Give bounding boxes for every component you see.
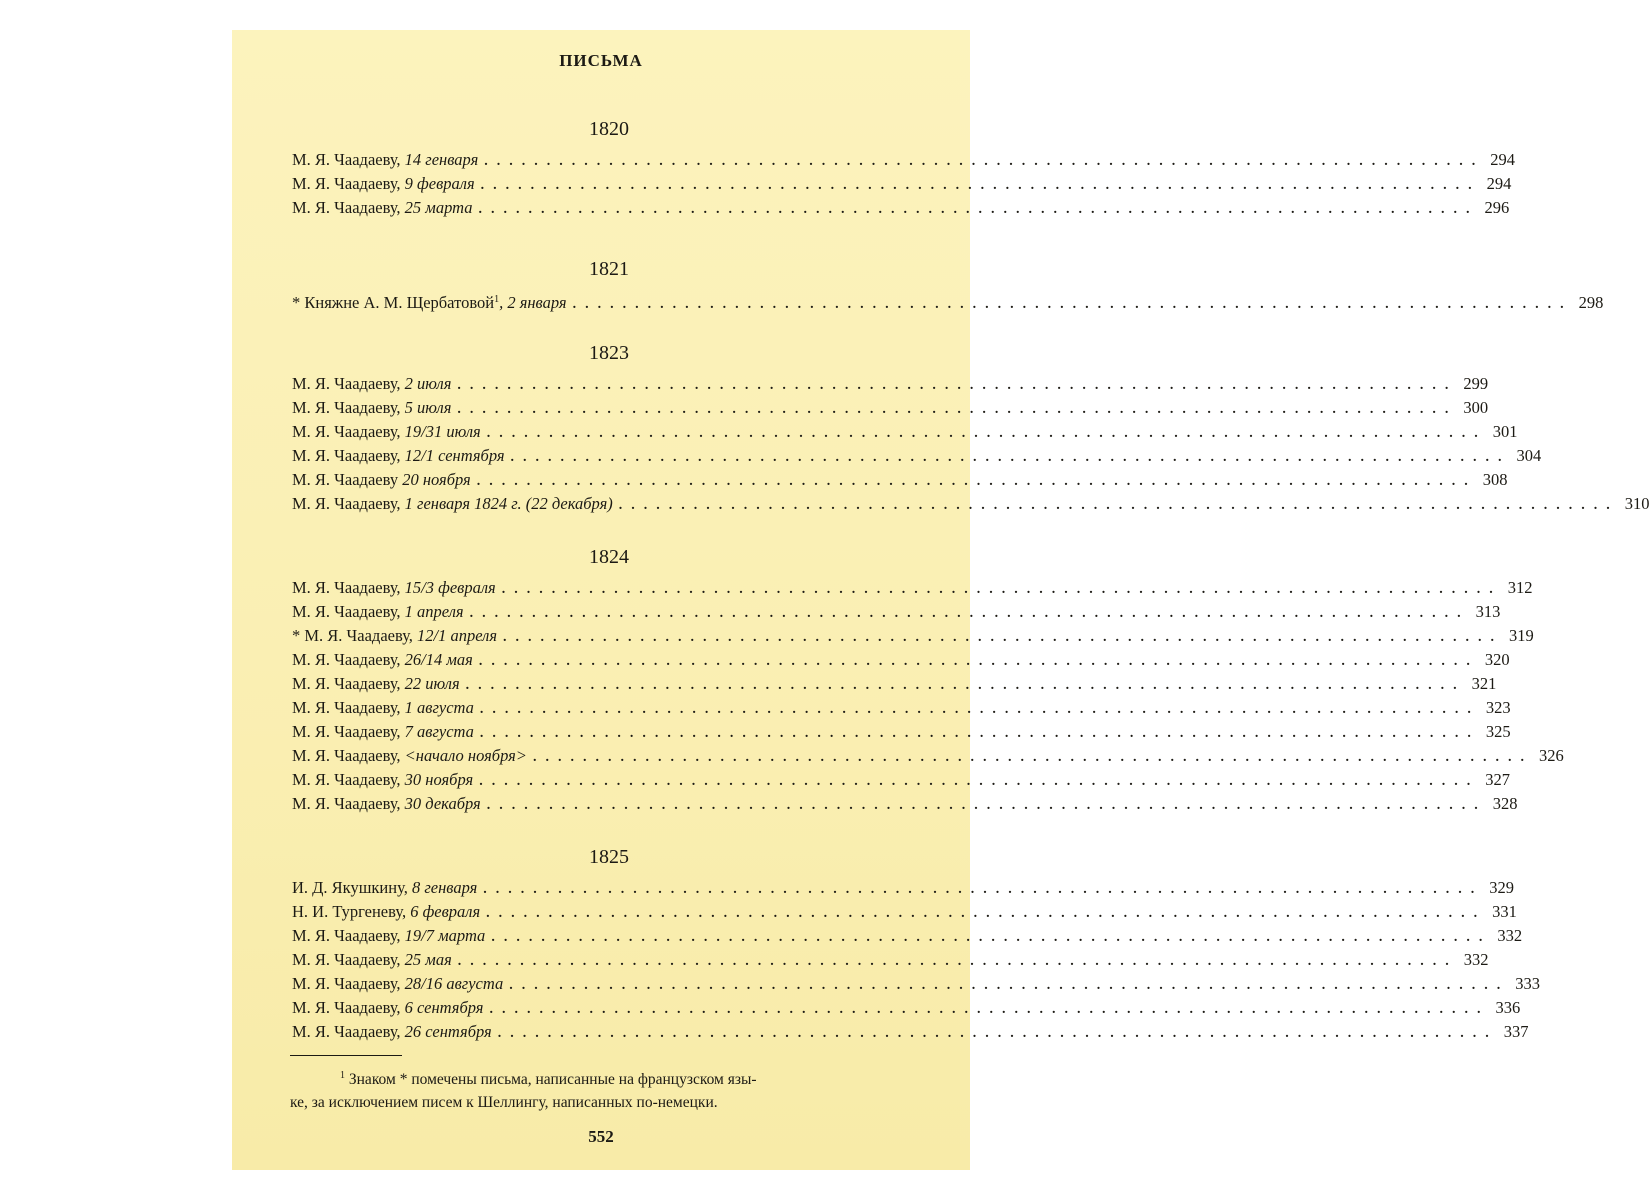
addressee: М. Я. Чаадаеву, xyxy=(292,398,401,417)
entry-text xyxy=(292,172,475,196)
entry-text xyxy=(292,468,471,492)
entry-text xyxy=(292,744,527,768)
page-ref: 325 xyxy=(1485,722,1511,741)
addressee: М. Я. Чаадаеву, xyxy=(292,446,401,465)
entry-text xyxy=(292,972,503,996)
index-entry xyxy=(292,744,1564,768)
entry-text xyxy=(292,924,485,948)
letter-date: <начало ноября> xyxy=(404,746,527,765)
entry-list xyxy=(292,372,1650,516)
dot-leader: ................................................................................ xyxy=(497,1026,1498,1041)
addressee: М. Я. Чаадаеву, xyxy=(292,974,401,993)
index-entry xyxy=(292,900,1517,924)
dot-leader: ................................................................................ xyxy=(478,654,1479,669)
index-entry xyxy=(292,148,1515,172)
page-ref: 328 xyxy=(1492,794,1518,813)
entry-text xyxy=(292,648,473,672)
asterisk-marker: * xyxy=(292,293,301,312)
dot-leader: ................................................................................ xyxy=(480,178,1481,193)
letter-date: 1 апреля xyxy=(404,602,464,621)
page-number: 552 xyxy=(588,1127,614,1146)
page-ref: 323 xyxy=(1485,698,1511,717)
entry-text xyxy=(292,792,481,816)
index-entry xyxy=(292,624,1534,648)
index-entry xyxy=(292,396,1489,420)
entry-list xyxy=(292,148,1515,220)
addressee: М. Я. Чаадаеву, xyxy=(292,174,401,193)
dot-leader: ................................................................................ xyxy=(484,154,1485,169)
index-entry xyxy=(292,720,1511,744)
dot-leader: ................................................................................ xyxy=(483,882,1484,897)
book-page xyxy=(232,30,1650,1170)
index-entry xyxy=(292,492,1650,516)
page-ref: 331 xyxy=(1492,902,1517,921)
addressee: И. Д. Якушкину, xyxy=(292,878,408,897)
year-section xyxy=(292,338,1650,516)
index-entry xyxy=(292,444,1542,468)
dot-leader: ................................................................................ xyxy=(509,978,1510,993)
letter-date: 7 августа xyxy=(404,722,474,741)
addressee: М. Я. Чаадаеву xyxy=(292,470,399,489)
dot-leader: ................................................................................ xyxy=(489,1002,1490,1017)
entry-text xyxy=(292,288,567,315)
dot-leader: ................................................................................ xyxy=(469,606,1470,621)
letter-date: 1 августа xyxy=(404,698,474,717)
year-section xyxy=(292,114,1515,220)
letters-index xyxy=(292,88,1650,1044)
page-ref: 294 xyxy=(1490,150,1515,169)
addressee: М. Я. Чаадаеву, xyxy=(292,198,401,217)
dot-leader: ................................................................................ xyxy=(572,297,1573,312)
page-ref: 327 xyxy=(1485,770,1510,789)
letter-date: 9 февраля xyxy=(404,174,475,193)
index-entry xyxy=(292,372,1489,396)
page-ref: 321 xyxy=(1471,674,1497,693)
index-entry xyxy=(292,468,1508,492)
year-section xyxy=(292,542,1564,816)
page-ref: 313 xyxy=(1475,602,1501,621)
entry-text xyxy=(292,768,473,792)
dot-leader: ................................................................................ xyxy=(479,702,1480,717)
entry-text xyxy=(292,696,474,720)
dot-leader: ................................................................................ xyxy=(457,954,1458,969)
page-ref: 337 xyxy=(1503,1022,1529,1041)
letter-date: 28/16 августа xyxy=(404,974,504,993)
entry-text xyxy=(292,576,496,600)
letter-date: 2 июля xyxy=(404,374,452,393)
index-entry xyxy=(292,696,1511,720)
footnote xyxy=(290,1064,930,1114)
asterisk-marker: * xyxy=(292,626,301,645)
letter-date: 20 ноября xyxy=(402,470,471,489)
entry-text xyxy=(292,672,460,696)
index-entry xyxy=(292,600,1501,624)
index-entry xyxy=(292,288,1604,312)
page-ref: 326 xyxy=(1538,746,1564,765)
index-entry xyxy=(292,876,1515,900)
addressee: М. Я. Чаадаеву, xyxy=(292,650,401,669)
addressee: М. Я. Чаадаеву, xyxy=(292,494,401,513)
dot-leader: ................................................................................ xyxy=(510,450,1511,465)
index-entry xyxy=(292,972,1540,996)
dot-leader: ................................................................................ xyxy=(457,402,1458,417)
entry-list xyxy=(292,576,1564,816)
year-section xyxy=(292,254,1604,312)
page-ref: 298 xyxy=(1578,293,1604,312)
dot-leader: ................................................................................ xyxy=(457,378,1458,393)
addressee: М. Я. Чаадаеву, xyxy=(292,998,401,1017)
addressee: М. Я. Чаадаеву, xyxy=(292,950,401,969)
dot-leader: ................................................................................ xyxy=(486,426,1487,441)
page-ref: 308 xyxy=(1482,470,1508,489)
entry-text xyxy=(292,420,481,444)
letter-date: 5 июля xyxy=(404,398,452,417)
page-ref: 320 xyxy=(1484,650,1510,669)
page-ref: 329 xyxy=(1489,878,1515,897)
year-heading: 1824 xyxy=(589,546,629,568)
addressee: М. Я. Чаадаеву, xyxy=(292,1022,401,1041)
addressee: Княжне А. М. Щербатовой xyxy=(304,293,495,312)
letter-date: 1 генваря 1824 г. (22 декабря) xyxy=(404,494,613,513)
letter-date: 25 марта xyxy=(404,198,473,217)
page-ref: 332 xyxy=(1463,950,1489,969)
entry-text xyxy=(292,900,480,924)
page-ref: 299 xyxy=(1463,374,1489,393)
letter-date: 22 июля xyxy=(404,674,460,693)
letter-date: 12/1 апреля xyxy=(417,626,498,645)
dot-leader: ................................................................................ xyxy=(486,798,1487,813)
letter-date: 30 ноября xyxy=(404,770,474,789)
addressee: М. Я. Чаадаеву, xyxy=(304,626,413,645)
page-ref: 312 xyxy=(1507,578,1533,597)
index-entry xyxy=(292,672,1497,696)
entry-text xyxy=(292,148,478,172)
index-entry xyxy=(292,648,1510,672)
year-heading: 1820 xyxy=(589,118,629,140)
page-ref: 319 xyxy=(1509,626,1534,645)
year-section xyxy=(292,842,1540,1044)
footnote-rule xyxy=(290,1055,402,1056)
addressee: М. Я. Чаадаеву, xyxy=(292,422,401,441)
footnote-marker: 1 xyxy=(340,1070,345,1081)
footnote-ref: 1 xyxy=(494,294,500,305)
addressee: М. Я. Чаадаеву, xyxy=(292,926,401,945)
entry-text xyxy=(292,720,474,744)
entry-text xyxy=(292,624,497,648)
page-ref: 336 xyxy=(1495,998,1521,1017)
index-entry xyxy=(292,948,1489,972)
index-entry xyxy=(292,792,1518,816)
entry-text xyxy=(292,492,613,516)
index-entry xyxy=(292,924,1523,948)
addressee: М. Я. Чаадаеву, xyxy=(292,794,401,813)
addressee: М. Я. Чаадаеву, xyxy=(292,770,401,789)
dot-leader: ................................................................................ xyxy=(486,906,1487,921)
entry-text xyxy=(292,948,452,972)
dot-leader: ................................................................................ xyxy=(479,726,1480,741)
entry-list xyxy=(292,288,1604,312)
addressee: М. Я. Чаадаеву, xyxy=(292,746,401,765)
index-entry xyxy=(292,576,1533,600)
page-ref: 296 xyxy=(1484,198,1510,217)
letter-date: 25 мая xyxy=(404,950,452,969)
dot-leader: ................................................................................ xyxy=(479,774,1480,789)
letter-date: 14 генваря xyxy=(404,150,479,169)
dot-leader: ................................................................................ xyxy=(532,750,1533,765)
letter-date: 30 декабря xyxy=(404,794,481,813)
addressee: М. Я. Чаадаеву, xyxy=(292,374,401,393)
entry-text xyxy=(292,196,472,220)
page-ref: 294 xyxy=(1486,174,1512,193)
entry-text xyxy=(292,996,483,1020)
letter-date: 15/3 февраля xyxy=(404,578,496,597)
index-entry xyxy=(292,172,1512,196)
addressee: М. Я. Чаадаеву, xyxy=(292,698,401,717)
letter-date: , 2 января xyxy=(499,293,567,312)
entry-text xyxy=(292,372,451,396)
entry-text xyxy=(292,1020,492,1044)
dot-leader: ................................................................................ xyxy=(465,678,1466,693)
footnote-line-1: $^1$ Знаком * помечены письма, написанные на французском язы- xyxy=(340,1070,757,1088)
letter-date: 19/31 июля xyxy=(404,422,481,441)
entry-text xyxy=(292,600,464,624)
letter-date: 26/14 мая xyxy=(404,650,473,669)
letter-date: 12/1 сентября xyxy=(404,446,505,465)
page-ref: 301 xyxy=(1492,422,1518,441)
dot-leader: ................................................................................ xyxy=(503,630,1504,645)
dot-leader: ................................................................................ xyxy=(501,582,1502,597)
letter-date: 8 генваря xyxy=(411,878,478,897)
index-entry xyxy=(292,996,1521,1020)
index-entry xyxy=(292,1020,1529,1044)
entry-list xyxy=(292,876,1540,1044)
dot-leader: ................................................................................ xyxy=(491,930,1492,945)
index-entry xyxy=(292,420,1518,444)
letter-date: 19/7 марта xyxy=(404,926,486,945)
entry-text xyxy=(292,444,505,468)
page-ref: 304 xyxy=(1516,446,1542,465)
addressee: Н. И. Тургеневу, xyxy=(292,902,407,921)
dot-leader: ................................................................................ xyxy=(618,498,1619,513)
footnote-line-2: ке, за исключением писем к Шеллингу, написанных по-немецки. xyxy=(290,1094,718,1111)
dot-leader: ................................................................................ xyxy=(478,202,1479,217)
addressee: М. Я. Чаадаеву, xyxy=(292,578,401,597)
running-head: ПИСЬМА xyxy=(559,51,643,70)
letter-date: 26 сентября xyxy=(404,1022,492,1041)
page-ref: 333 xyxy=(1515,974,1540,993)
year-heading: 1821 xyxy=(589,258,629,280)
addressee: М. Я. Чаадаеву, xyxy=(292,674,401,693)
page-ref: 300 xyxy=(1463,398,1489,417)
index-entry xyxy=(292,768,1510,792)
letter-date: 6 сентября xyxy=(404,998,484,1017)
addressee: М. Я. Чаадаеву, xyxy=(292,722,401,741)
dot-leader: ................................................................................ xyxy=(476,474,1477,489)
letter-date: 6 февраля xyxy=(410,902,481,921)
index-entry xyxy=(292,196,1510,220)
page-ref: 310 xyxy=(1624,494,1650,513)
entry-text xyxy=(292,396,451,420)
addressee: М. Я. Чаадаеву, xyxy=(292,602,401,621)
year-heading: 1823 xyxy=(589,342,629,364)
addressee: М. Я. Чаадаеву, xyxy=(292,150,401,169)
year-heading: 1825 xyxy=(589,846,629,868)
entry-text xyxy=(292,876,477,900)
page-ref: 332 xyxy=(1497,926,1523,945)
